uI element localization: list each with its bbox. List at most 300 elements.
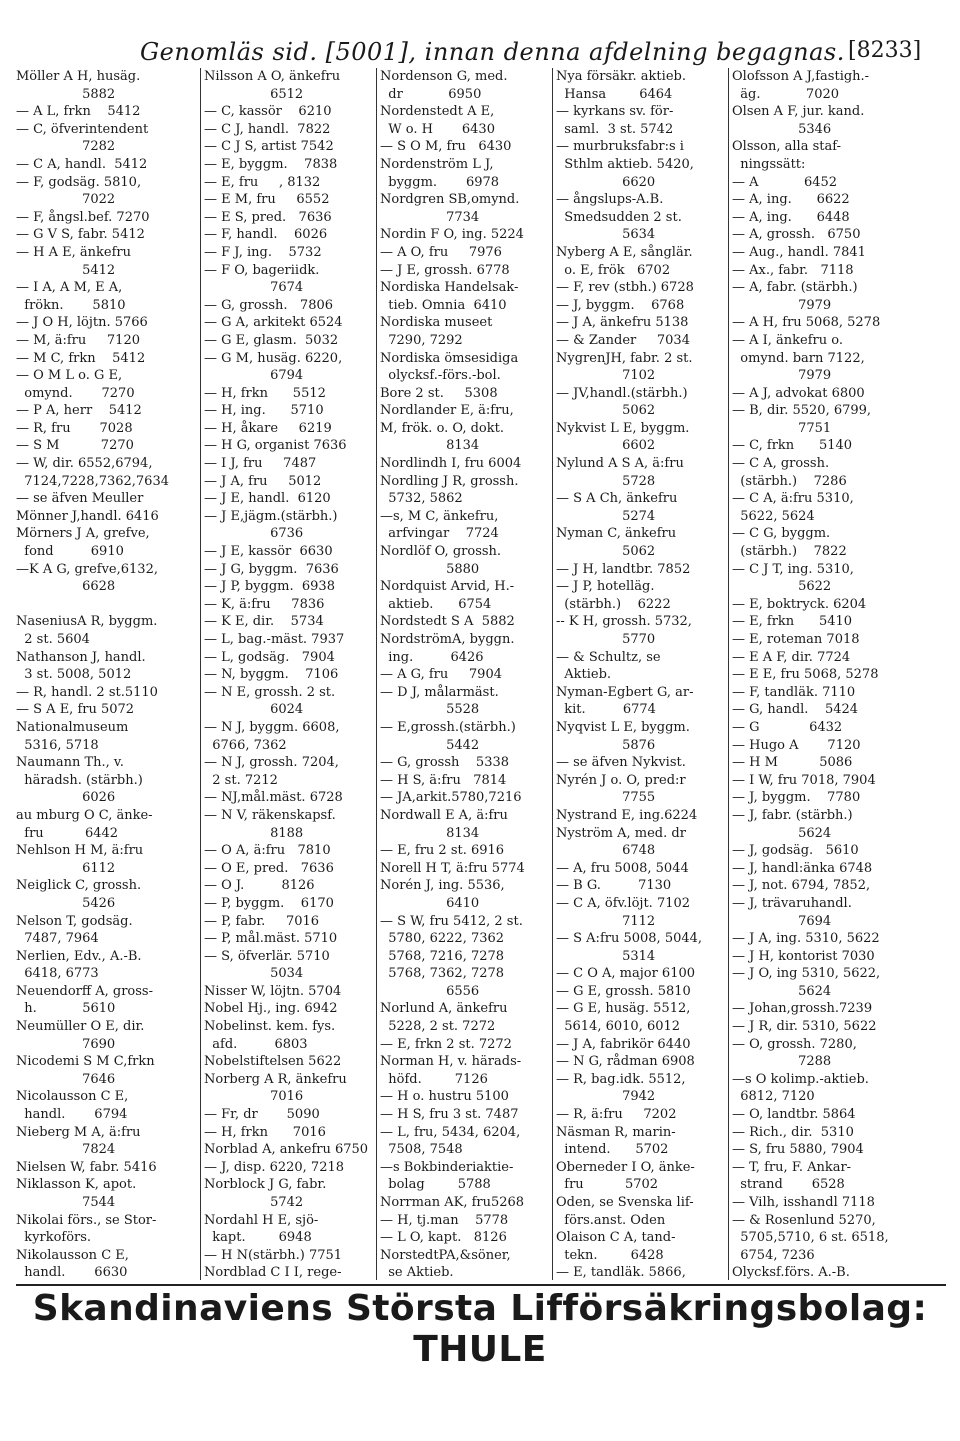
directory-entry-line: — L, godsäg. 7904 xyxy=(204,649,335,665)
directory-entry-line: — G, handl. 5424 xyxy=(732,702,859,718)
directory-entry-line: 7646 xyxy=(16,1071,116,1087)
directory-entry-line: 5732, 5862 xyxy=(380,491,463,507)
column-divider xyxy=(200,68,201,1280)
directory-entry-line: 5876 xyxy=(556,737,656,753)
directory-entry-line: Sthlm aktieb. 5420, xyxy=(556,156,694,172)
directory-entry-line: 6794 xyxy=(204,368,304,384)
directory-entry-line: — J E, kassör 6630 xyxy=(204,544,333,560)
directory-entry-line: dr 6950 xyxy=(380,86,482,102)
directory-entry-line: — F O, bageriidk. xyxy=(204,262,320,278)
directory-entry-line: 6748 xyxy=(556,843,656,859)
directory-entry-line: (stärbh.) 7286 xyxy=(732,473,847,489)
directory-entry-line: Olofsson A J,fastigh.- xyxy=(732,69,870,84)
directory-entry-line: — Hugo A 7120 xyxy=(732,737,861,753)
directory-entry-line: 7508, 7548 xyxy=(380,1142,463,1158)
directory-entry-line: — C J, handl. 7822 xyxy=(204,121,331,137)
directory-entry-line: Nisser W, löjtn. 5704 xyxy=(204,983,342,999)
directory-entry-line: — N J, grossh. 7204, xyxy=(204,755,339,771)
directory-entry-line: Nielsen W, fabr. 5416 xyxy=(16,1159,157,1175)
directory-entry-line: — C A, öfv.löjt. 7102 xyxy=(556,895,691,911)
directory-entry-line: — E E, fru 5068, 5278 xyxy=(732,667,879,683)
directory-entry-line: häradsh. (stärbh.) xyxy=(16,772,143,788)
directory-entry-line: 6024 xyxy=(204,702,304,718)
directory-entry-line: 5622, 5624 xyxy=(732,508,815,524)
directory-entry-line: 5614, 6010, 6012 xyxy=(556,1019,681,1035)
directory-entry-line: 7690 xyxy=(16,1036,116,1052)
directory-entry-line: 7288 xyxy=(732,1054,832,1070)
directory-entry-line: 2 st. 7212 xyxy=(204,772,278,788)
directory-entry-line: — G 6432 xyxy=(732,719,843,735)
directory-entry-line: — C A, handl. 5412 xyxy=(16,156,148,172)
directory-entry-line: — R, bag.idk. 5512, xyxy=(556,1071,686,1087)
directory-entry-line: 6620 xyxy=(556,174,656,190)
directory-entry-line: h. 5610 xyxy=(16,1001,116,1017)
directory-entry-line: — J, not. 6794, 7852, xyxy=(732,878,871,894)
directory-entry-line: — J, handl:änka 6748 xyxy=(732,860,873,876)
directory-entry-line: 5062 xyxy=(556,544,656,560)
directory-entry-line: — R, handl. 2 st.5110 xyxy=(16,684,158,700)
directory-entry-line: — H A E, änkefru xyxy=(16,244,131,260)
directory-entry-line: Nordlindh I, fru 6004 xyxy=(380,456,522,472)
directory-entry-line: 5316, 5718 xyxy=(16,737,99,753)
directory-entry-line: — C, frkn 5140 xyxy=(732,438,853,454)
directory-entry-line: — N V, räkenskapsf. xyxy=(204,807,336,823)
directory-entry-line: 5624 xyxy=(732,825,832,841)
directory-entry-line: — J A, ing. 5310, 5622 xyxy=(732,931,880,947)
directory-entry-line: — Ax., fabr. 7118 xyxy=(732,262,854,278)
directory-entry-line: Nationalmuseum xyxy=(16,719,129,735)
directory-entry-line: — E M, fru 6552 xyxy=(204,192,330,208)
directory-entry-line: — F, handl. 6026 xyxy=(204,227,328,243)
directory-entry-line: 6556 xyxy=(380,983,480,999)
directory-entry-line: — C J T, ing. 5310, xyxy=(732,561,854,577)
directory-entry-line: — G E, husäg. 5512, xyxy=(556,1001,691,1017)
directory-entry-line: arfvingar 7724 xyxy=(380,526,499,542)
directory-entry-line: 8134 xyxy=(380,438,480,454)
directory-entry-line: — F J, ing. 5732 xyxy=(204,244,322,260)
directory-entry-line: 7124,7228,7362,7634 xyxy=(16,473,169,489)
directory-entry-line: 5880 xyxy=(380,561,480,577)
directory-entry-line: kit. 6774 xyxy=(556,702,656,718)
directory-entry-line: —s Bokbinderiaktie- xyxy=(380,1159,514,1175)
directory-entry-line xyxy=(16,596,196,614)
directory-entry-line: 7102 xyxy=(556,368,656,384)
directory-entry-line: — T, fru, F. Ankar- xyxy=(732,1159,852,1175)
directory-entry-line: Nicodemi S M C,frkn xyxy=(16,1054,155,1070)
directory-entry-line: Nyman-Egbert G, ar- xyxy=(556,684,694,700)
directory-entry-line: 5705,5710, 6 st. 6518, xyxy=(732,1230,889,1246)
footer-advertisement: Skandinaviens Största Lifförsäkringsbolag: THULE xyxy=(32,1288,928,1370)
directory-entry-line: — P, fabr. 7016 xyxy=(204,913,320,929)
directory-entry-line: — A O, fru 7976 xyxy=(380,244,502,260)
directory-columns xyxy=(16,68,946,1280)
directory-entry-line: Bore 2 st. 5308 xyxy=(380,385,498,401)
directory-entry-line: Mörners J A, grefve, xyxy=(16,526,150,542)
directory-entry-line: — C J S, artist 7542 xyxy=(204,139,334,155)
directory-entry-line: — A I, änkefru o. xyxy=(732,332,844,348)
directory-entry-line: — H o. hustru 5100 xyxy=(380,1089,509,1105)
directory-entry-line: NygrenJH, fabr. 2 st. xyxy=(556,350,693,366)
directory-entry-line: Olsson, alla staf- xyxy=(732,139,841,155)
directory-entry-line: — E S, pred. 7636 xyxy=(204,209,332,225)
directory-entry-line: 6754, 7236 xyxy=(732,1247,815,1263)
directory-entry-line: Nathanson J, handl. xyxy=(16,649,146,665)
directory-entry-line: afd. 6803 xyxy=(204,1036,308,1052)
directory-entry-line: — I A, A M, E A, xyxy=(16,280,123,296)
directory-entry-line: — J A, fru 5012 xyxy=(204,473,322,489)
header-title: Genomläs sid. [5001], innan denna afdelning begagnas. xyxy=(140,38,845,66)
directory-entry-line: Olycksf.förs. A.-B. xyxy=(732,1265,850,1280)
directory-entry-line: — G E, grossh. 5810 xyxy=(556,983,691,999)
directory-entry-line: Nordling J R, grossh. xyxy=(380,473,519,489)
directory-entry-line: Neuendorff A, gross- xyxy=(16,983,153,999)
directory-entry-line: ing. 6426 xyxy=(380,649,484,665)
footer-divider xyxy=(16,1284,946,1286)
directory-entry-line: — O E, pred. 7636 xyxy=(204,860,334,876)
directory-entry-line: — E, fru 2 st. 6916 xyxy=(380,843,505,859)
directory-entry-line: Möller A H, husäg. xyxy=(16,69,141,84)
directory-entry-line: — R, fru 7028 xyxy=(16,420,133,436)
directory-entry-line: — G, grossh 5338 xyxy=(380,755,510,771)
directory-entry-line: — F, godsäg. 5810, xyxy=(16,174,142,190)
directory-entry-line: 7544 xyxy=(16,1195,116,1210)
directory-entry-line: — G A, arkitekt 6524 xyxy=(204,315,343,331)
directory-entry-line: 5624 xyxy=(732,983,832,999)
directory-entry-line: 6628 xyxy=(16,579,116,595)
directory-entry-line: Nieberg M A, ä:fru xyxy=(16,1124,141,1140)
directory-entry-line: Niklasson K, apot. xyxy=(16,1177,137,1193)
directory-entry-line: — S, fru 5880, 7904 xyxy=(732,1142,864,1158)
directory-entry-line: — H, åkare 6219 xyxy=(204,420,332,436)
directory-entry-line: 8134 xyxy=(380,825,480,841)
directory-entry-line: — JA,arkit.5780,7216 xyxy=(380,790,522,806)
directory-entry-line: Nordenson G, med. xyxy=(380,69,508,84)
directory-entry-line: au mburg O C, änke- xyxy=(16,807,153,823)
directory-entry-line: — G E, glasm. 5032 xyxy=(204,332,339,348)
directory-entry-line: 7487, 7964 xyxy=(16,931,99,947)
directory-entry-line: — J G, byggm. 7636 xyxy=(204,561,339,577)
directory-entry-line: — O, landtbr. 5864 xyxy=(732,1107,856,1123)
directory-entry-line: — A, ing. 6448 xyxy=(732,209,850,225)
directory-entry-line: Aktieb. xyxy=(556,667,612,683)
directory-entry-line: Nilsson A O, änkefru xyxy=(204,69,341,84)
directory-entry-line: 7022 xyxy=(16,192,116,208)
column-1 xyxy=(16,68,196,1280)
directory-entry-line: — S A E, fru 5072 xyxy=(16,702,135,718)
directory-entry-line: — W, dir. 6552,6794, xyxy=(16,456,153,472)
directory-entry-line: — C A, ä:fru 5310, xyxy=(732,491,854,507)
directory-entry-line: — K, ä:fru 7836 xyxy=(204,596,325,612)
directory-entry-line: 6410 xyxy=(380,895,480,911)
directory-entry-line: 5062 xyxy=(556,403,656,419)
directory-entry-line: — L, fru, 5434, 6204, xyxy=(380,1124,521,1140)
directory-entry-line: saml. 3 st. 5742 xyxy=(556,121,674,137)
directory-entry-line: Nerlien, Edv., A.-B. xyxy=(16,948,142,964)
directory-entry-line: — S M 7270 xyxy=(16,438,134,454)
directory-entry-line: bolag 5788 xyxy=(380,1177,491,1193)
directory-entry-line: — A L, frkn 5412 xyxy=(16,104,141,120)
directory-entry-line: — A, fabr. (stärbh.) xyxy=(732,280,858,296)
directory-entry-line: — I W, fru 7018, 7904 xyxy=(732,772,876,788)
directory-entry-line: — A, fru 5008, 5044 xyxy=(556,860,689,876)
directory-entry-line: — C A, grossh. xyxy=(732,456,830,472)
directory-entry-line: strand 6528 xyxy=(732,1177,845,1193)
directory-entry-line: Hansa 6464 xyxy=(556,86,673,102)
directory-entry-line: — J A, änkefru 5138 xyxy=(556,315,689,331)
directory-entry-line: Nordin F O, ing. 5224 xyxy=(380,227,524,243)
directory-entry-line: fru 6442 xyxy=(16,825,119,841)
directory-entry-line: —s O kolimp.-aktieb. xyxy=(732,1071,869,1087)
directory-entry-line: 7734 xyxy=(380,209,480,225)
directory-entry-line: Nobel Hj., ing. 6942 xyxy=(204,1001,338,1017)
directory-entry-line: — H M 5086 xyxy=(732,755,853,771)
directory-entry-line: 6602 xyxy=(556,438,656,454)
directory-entry-line: 5728 xyxy=(556,473,656,489)
directory-entry-line: — E, tandläk. 5866, xyxy=(556,1265,686,1280)
directory-entry-line: — F, tandläk. 7110 xyxy=(732,684,856,700)
directory-entry-line: — A, ing. 6622 xyxy=(732,192,850,208)
directory-entry-line: — A J, advokat 6800 xyxy=(732,385,865,401)
directory-entry-line: Norblad A, ankefru 6750 xyxy=(204,1142,369,1158)
directory-entry-line: — J R, dir. 5310, 5622 xyxy=(732,1019,877,1035)
directory-entry-line: (stärbh.) 6222 xyxy=(556,596,671,612)
directory-entry-line: — se äfven Nykvist. xyxy=(556,755,686,771)
directory-entry-line: -- K H, grossh. 5732, xyxy=(556,614,692,630)
directory-entry-line: 5634 xyxy=(556,227,656,243)
directory-entry-line: NorstedtPA,&söner, xyxy=(380,1247,511,1263)
directory-entry-line: — J O H, löjtn. 5766 xyxy=(16,315,148,331)
directory-entry-line: Mönner J,handl. 6416 xyxy=(16,508,159,524)
directory-entry-line: — D J, målarmäst. xyxy=(380,684,499,700)
directory-entry-line: Neiglick C, grossh. xyxy=(16,878,142,894)
directory-entry-line: — M C, frkn 5412 xyxy=(16,350,146,366)
directory-entry-line: — G, grossh. 7806 xyxy=(204,297,334,313)
page-header xyxy=(0,38,960,70)
directory-entry-line: Nikolausson C E, xyxy=(16,1247,129,1263)
directory-entry-line: — J, byggm. 6768 xyxy=(556,297,685,313)
directory-entry-line: — J, disp. 6220, 7218 xyxy=(204,1159,345,1175)
directory-entry-line: — G M, husäg. 6220, xyxy=(204,350,343,366)
directory-entry-line: — C O A, major 6100 xyxy=(556,966,696,982)
directory-entry-line: — M, ä:fru 7120 xyxy=(16,332,140,348)
directory-entry-line: 6112 xyxy=(16,860,116,876)
directory-entry-line: — J E, grossh. 6778 xyxy=(380,262,510,278)
directory-entry-line: Nyström A, med. dr xyxy=(556,825,686,841)
directory-entry-line: — P, byggm. 6170 xyxy=(204,895,334,911)
directory-entry-line: Norell H T, ä:fru 5774 xyxy=(380,860,525,876)
directory-entry-line: omynd. barn 7122, xyxy=(732,350,865,366)
directory-entry-line: — J E,jägm.(stärbh.) xyxy=(204,508,338,524)
directory-entry-line: o. E, frök 6702 xyxy=(556,262,671,278)
directory-entry-line: Nordenstedt A E, xyxy=(380,104,495,120)
directory-entry-line: Nordgren SB,omynd. xyxy=(380,192,520,208)
directory-entry-line: Nordwall E A, ä:fru xyxy=(380,807,508,823)
directory-entry-line: — J A, fabrikör 6440 xyxy=(556,1036,691,1052)
directory-entry-line: — N J, byggm. 6608, xyxy=(204,719,340,735)
directory-entry-line: 7290, 7292 xyxy=(380,332,463,348)
directory-entry-line: M, frök. o. O, dokt. xyxy=(380,420,504,436)
directory-entry-line: 5742 xyxy=(204,1195,304,1210)
directory-entry-line: 5622 xyxy=(732,579,832,595)
directory-entry-line: 6418, 6773 xyxy=(16,966,99,982)
directory-entry-line: — E, frkn 2 st. 7272 xyxy=(380,1036,512,1052)
directory-entry-line: 5770 xyxy=(556,632,656,647)
directory-entry-line: Nyrén J o. O, pred:r xyxy=(556,772,686,788)
directory-entry-line: — J H, landtbr. 7852 xyxy=(556,561,691,577)
directory-entry-line: — & Rosenlund 5270, xyxy=(732,1212,876,1228)
directory-entry-line: 8188 xyxy=(204,825,304,841)
directory-entry-line: — J O, ing 5310, 5622, xyxy=(732,966,881,982)
directory-entry-line: 5780, 6222, 7362 xyxy=(380,931,505,947)
directory-entry-line: Nordiska museet xyxy=(380,315,493,331)
column-divider xyxy=(728,68,729,1280)
directory-entry-line: — L O, kapt. 8126 xyxy=(380,1230,507,1246)
directory-entry-line: Olsen A F, jur. kand. xyxy=(732,104,865,120)
directory-entry-line: — E A F, dir. 7724 xyxy=(732,649,851,665)
directory-entry-line: 5442 xyxy=(380,737,480,753)
directory-entry-line: — A H, fru 5068, 5278 xyxy=(732,315,881,331)
directory-entry-line: 2 st. 5604 xyxy=(16,632,90,647)
column-3 xyxy=(380,68,548,1280)
directory-entry-line: — J P, hotelläg. xyxy=(556,579,655,595)
directory-entry-line: Norblock J G, fabr. xyxy=(204,1177,327,1193)
directory-entry-line: — J E, handl. 6120 xyxy=(204,491,331,507)
directory-entry-line: Nyqvist L E, byggm. xyxy=(556,719,690,735)
directory-entry-line: — S A Ch, änkefru xyxy=(556,491,678,507)
directory-entry-line: äg. 7020 xyxy=(732,86,840,102)
directory-entry-line: — J, byggm. 7780 xyxy=(732,790,861,806)
directory-entry-line: Norén J, ing. 5536, xyxy=(380,878,505,894)
directory-entry-line: Nylund A S A, ä:fru xyxy=(556,456,684,472)
directory-entry-line: 7751 xyxy=(732,420,832,436)
directory-entry-line: Norrman AK, fru5268 xyxy=(380,1195,525,1210)
directory-entry-line: — G V S, fabr. 5412 xyxy=(16,227,145,243)
directory-entry-line: — O A, ä:fru 7810 xyxy=(204,843,331,859)
directory-entry-line: Nordstedt S A 5882 xyxy=(380,614,515,630)
directory-entry-line: — F, rev (stbh.) 6728 xyxy=(556,280,694,296)
directory-entry-line: ningssätt: xyxy=(732,156,806,172)
directory-entry-line: omynd. 7270 xyxy=(16,385,135,401)
directory-entry-line: 5882 xyxy=(16,86,116,102)
directory-entry-line: 7979 xyxy=(732,368,832,384)
directory-entry-line: — murbruksfabr:s i xyxy=(556,139,684,155)
directory-entry-line: Norberg A R, änkefru xyxy=(204,1071,347,1087)
directory-entry-line: 7674 xyxy=(204,280,304,296)
directory-entry-line: 7824 xyxy=(16,1142,116,1158)
directory-entry-line: 5228, 2 st. 7272 xyxy=(380,1019,496,1035)
directory-entry-line: förs.anst. Oden xyxy=(556,1212,666,1228)
directory-entry-line: — N, byggm. 7106 xyxy=(204,667,339,683)
directory-entry-line: Nelson T, godsäg. xyxy=(16,913,133,929)
directory-entry-line: 5426 xyxy=(16,895,116,911)
directory-entry-line: tekn. 6428 xyxy=(556,1247,664,1263)
directory-entry-line: Nyberg A E, sånglär. xyxy=(556,244,693,260)
directory-entry-line: NaseniusA R, byggm. xyxy=(16,614,158,630)
directory-entry-line: höfd. 7126 xyxy=(380,1071,488,1087)
directory-entry-line: —K A G, grefve,6132, xyxy=(16,561,158,577)
directory-entry-line: Näsman R, marin- xyxy=(556,1124,676,1140)
directory-entry-line: — E, frkn 5410 xyxy=(732,614,853,630)
directory-entry-line: — Fr, dr 5090 xyxy=(204,1107,320,1123)
directory-entry-line: fond 6910 xyxy=(16,544,124,560)
directory-entry-line: — N E, grossh. 2 st. xyxy=(204,684,336,700)
directory-entry-line: 6736 xyxy=(204,526,304,542)
directory-entry-line: 7755 xyxy=(556,790,656,806)
directory-entry-line: Oberneder I O, änke- xyxy=(556,1159,695,1175)
directory-entry-line: 3 st. 5008, 5012 xyxy=(16,667,132,683)
directory-entry-line: — Aug., handl. 7841 xyxy=(732,244,866,260)
directory-entry-line: — H G, organist 7636 xyxy=(204,438,347,454)
directory-entry-line: — S A:fru 5008, 5044, xyxy=(556,931,703,947)
directory-entry-line: Nordlander E, ä:fru, xyxy=(380,403,514,419)
column-divider xyxy=(552,68,553,1280)
directory-entry-line: — J, godsäg. 5610 xyxy=(732,843,859,859)
directory-entry-line: — kyrkans sv. för- xyxy=(556,104,674,120)
directory-entry-line: — E, fru , 8132 xyxy=(204,174,321,190)
directory-entry-line: Smedsudden 2 st. xyxy=(556,209,682,225)
directory-entry-line: — Rich., dir. 5310 xyxy=(732,1124,854,1140)
directory-entry-line: 5034 xyxy=(204,966,304,982)
directory-entry-line: — H, tj.man 5778 xyxy=(380,1212,509,1228)
directory-entry-line: — P, mål.mäst. 5710 xyxy=(204,931,338,947)
directory-entry-line: 5412 xyxy=(16,262,116,278)
directory-entry-line: — R, ä:fru 7202 xyxy=(556,1107,677,1123)
directory-entry-line: — F, ångsl.bef. 7270 xyxy=(16,209,150,225)
directory-entry-line: — C, kassör 6210 xyxy=(204,104,332,120)
directory-entry-line: Nehlson H M, ä:fru xyxy=(16,843,144,859)
directory-entry-line: — se äfven Meuller xyxy=(16,491,144,507)
directory-entry-line: Nordiska Handelsak- xyxy=(380,280,519,296)
directory-entry-line: Nordenström L J, xyxy=(380,156,494,172)
directory-entry-line: — L, bag.-mäst. 7937 xyxy=(204,632,345,647)
directory-entry-line: 7112 xyxy=(556,913,656,929)
directory-entry-line: handl. 6794 xyxy=(16,1107,128,1123)
directory-entry-line: — B G. 7130 xyxy=(556,878,672,894)
directory-entry-line: — ångslups-A.B. xyxy=(556,192,664,208)
directory-entry-line: — Vilh, isshandl 7118 xyxy=(732,1195,875,1210)
directory-entry-line: Nordiska ömsesidiga xyxy=(380,350,519,366)
directory-entry-line: — S, öfverlär. 5710 xyxy=(204,948,330,964)
directory-entry-line: Norman H, v. härads- xyxy=(380,1054,522,1070)
directory-entry-line: Nykvist L E, byggm. xyxy=(556,420,690,436)
directory-entry-line: Nobelstiftelsen 5622 xyxy=(204,1054,342,1070)
directory-entry-line: — C G, byggm. xyxy=(732,526,831,542)
directory-entry-line: — A, grossh. 6750 xyxy=(732,227,861,243)
directory-entry-line: 6026 xyxy=(16,790,116,806)
directory-entry-line: kyrkoförs. xyxy=(16,1230,92,1246)
directory-entry-line: Nordahl H E, sjö- xyxy=(204,1212,319,1228)
directory-entry-line: 5768, 7362, 7278 xyxy=(380,966,505,982)
directory-entry-line: 7282 xyxy=(16,139,116,155)
directory-entry-line: 6512 xyxy=(204,86,304,102)
directory-entry-line: — Johan,grossh.7239 xyxy=(732,1001,873,1017)
directory-entry-line: — P A, herr 5412 xyxy=(16,403,142,419)
directory-entry-line: Oden, se Svenska lif- xyxy=(556,1195,694,1210)
directory-entry-line: handl. 6630 xyxy=(16,1265,128,1280)
directory-entry-line: — O M L o. G E, xyxy=(16,368,123,384)
directory-entry-line: — B, dir. 5520, 6799, xyxy=(732,403,872,419)
directory-entry-line: Nobelinst. kem. fys. xyxy=(204,1019,336,1035)
directory-entry-line: — O J. 8126 xyxy=(204,878,315,894)
directory-entry-line: — H N(stärbh.) 7751 xyxy=(204,1247,343,1263)
directory-entry-line: 6766, 7362 xyxy=(204,737,287,753)
directory-entry-line: — N G, rådman 6908 xyxy=(556,1054,695,1070)
directory-entry-line: — JV,handl.(stärbh.) xyxy=(556,385,688,401)
directory-entry-line: se Aktieb. xyxy=(380,1265,454,1280)
directory-entry-line: Nordlöf O, grossh. xyxy=(380,544,502,560)
directory-entry-line: — S W, fru 5412, 2 st. xyxy=(380,913,523,929)
directory-entry-line: 5768, 7216, 7278 xyxy=(380,948,505,964)
